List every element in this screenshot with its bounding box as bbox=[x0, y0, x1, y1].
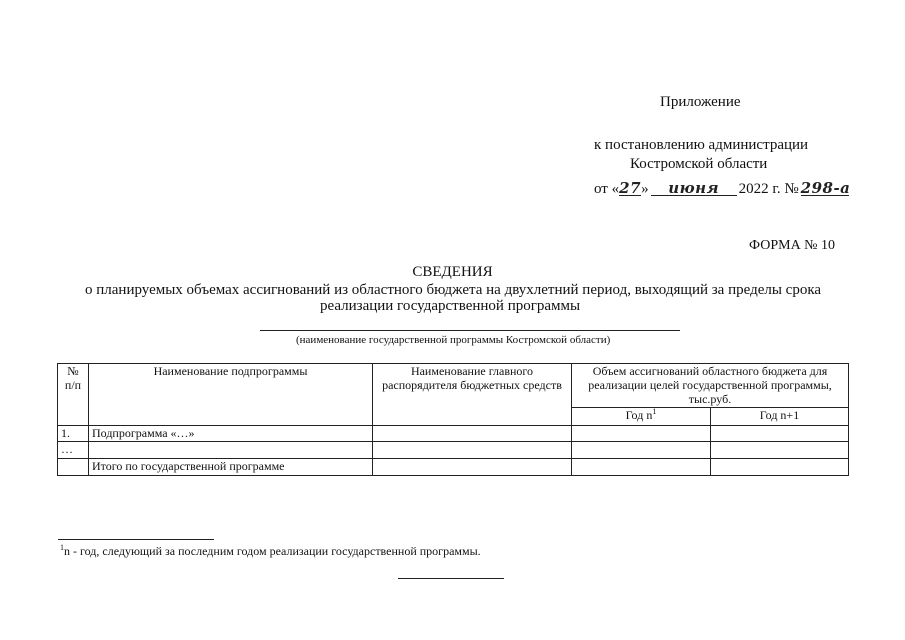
end-divider bbox=[398, 578, 504, 579]
row-year-n bbox=[572, 459, 711, 476]
row-manager bbox=[373, 426, 572, 442]
decree-reference: к постановлению администрации bbox=[594, 137, 809, 153]
allocations-table bbox=[57, 363, 849, 476]
row-number bbox=[58, 459, 89, 476]
table-row bbox=[58, 426, 849, 442]
row-name: Итого по государственной программе bbox=[89, 459, 373, 476]
header-year-n: Год $n^1$ bbox=[572, 408, 711, 426]
footnote-separator bbox=[58, 539, 214, 540]
row-year-n1 bbox=[711, 442, 849, 459]
row-year-n bbox=[572, 426, 711, 442]
footnote-mark: 1 bbox=[60, 543, 64, 552]
date-year: 2022 г. № bbox=[738, 181, 799, 197]
row-name bbox=[89, 442, 373, 459]
region-label: Костромской области bbox=[630, 156, 768, 172]
row-name: Подпрограмма «…» bbox=[89, 426, 373, 442]
title-line-1: о планируемых объемах ассигнований из областного бюджета на двухлетний период, выходящий за пределы срока bbox=[85, 282, 822, 298]
handwritten-month: июня bbox=[651, 181, 737, 196]
date-prefix: от « bbox=[594, 181, 620, 197]
footnote-text: n - год, следующий за последним годом реализации государственной программы. bbox=[64, 544, 481, 558]
header-number: № п/п bbox=[58, 364, 89, 426]
header-allocation-volume: Объем ассигнований областного бюджета для реализации целей государственной программы, тыс.руб. bbox=[572, 364, 849, 408]
header-budget-manager: Наименование главного распорядителя бюджетных средств bbox=[373, 364, 572, 426]
header-subprogram: Наименование подпрограммы bbox=[89, 364, 373, 426]
handwritten-day: 27 bbox=[619, 179, 642, 197]
document-title: СВЕДЕНИЯ bbox=[412, 264, 493, 280]
row-year-n1 bbox=[711, 459, 849, 476]
program-name-line bbox=[260, 330, 680, 331]
title-line-2: реализации государственной программы bbox=[320, 298, 581, 314]
table-row bbox=[58, 442, 849, 459]
handwritten-doc-number: 298-а bbox=[800, 179, 851, 197]
table-row-total bbox=[58, 459, 849, 476]
row-year-n bbox=[572, 442, 711, 459]
decree-date-line bbox=[594, 181, 849, 198]
footnote bbox=[60, 544, 481, 559]
footnote-ref: 1 bbox=[652, 407, 657, 416]
row-number: … bbox=[58, 442, 89, 459]
program-name-caption: (наименование государственной программы Костромской области) bbox=[296, 334, 611, 346]
appendix-label: Приложение bbox=[660, 94, 741, 110]
form-number: ФОРМА № 10 bbox=[749, 238, 836, 253]
row-number: 1. bbox=[58, 426, 89, 442]
date-mid: » bbox=[641, 181, 649, 197]
header-year-n1: Год n+1 bbox=[711, 408, 849, 426]
row-manager bbox=[373, 459, 572, 476]
row-manager bbox=[373, 442, 572, 459]
row-year-n1 bbox=[711, 426, 849, 442]
